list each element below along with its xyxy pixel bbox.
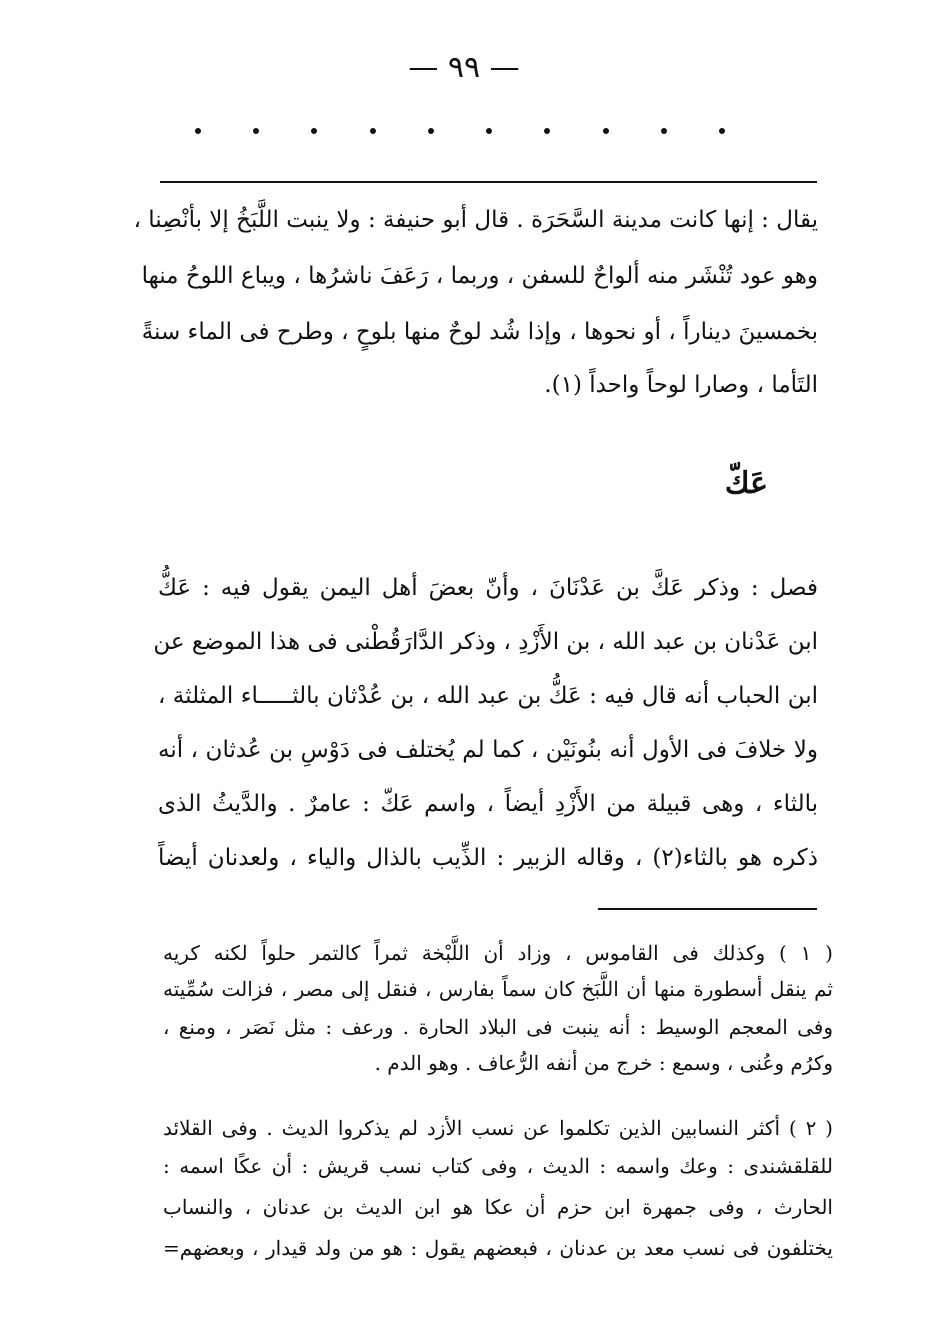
footnote-line: وكرُم وعُنى ، وسمع : خرج من أنفه الرُّعاف . وهو الدم . bbox=[374, 1051, 833, 1075]
page-number: — ٩٩ — bbox=[408, 50, 520, 85]
footnote-line: يختلفون فى نسب معد بن عدنان ، فبعضهم يقول : هو من ولد قيدار ، وبعضهم= bbox=[163, 1236, 833, 1260]
body-line: ذكره هو بالثاء(٢) ، وقاله الزبير : الذِّيب بالذال والياء ، ولعدنان أيضاً bbox=[158, 845, 818, 871]
dot bbox=[603, 128, 609, 134]
dot bbox=[370, 128, 376, 134]
body-line: ولا خلافَ فى الأول أنه بنُونَيْن ، كما لم يُختلف فى دَوْسِ بن عُدثان ، أنه bbox=[158, 737, 818, 763]
body-line: فصل : وذكر عَكَّ بن عَدْنَانَ ، وأنّ بعضَ أهل اليمن يقول فيه : عَكُّ bbox=[158, 575, 818, 601]
dot bbox=[195, 128, 201, 134]
body-line: ابن عَدْنان بن عبد الله ، بن الأَزْدِ ، وذكر الدَّارَقُطْنى فى هذا الموضع عن bbox=[153, 629, 818, 655]
body-line: ابن الحباب أنه قال فيه : عَكُّ بن عبد الله ، بن عُدْثان بالثـــــاء المثلثة ، bbox=[158, 683, 818, 709]
section-heading: عَكّ bbox=[724, 466, 768, 501]
body-line: بالثاء ، وهى قبيلة من الأَزْدِ أيضاً ، واسم عَكّ : عامرٌ . والدَّيثُ الذى bbox=[158, 791, 818, 817]
dot bbox=[253, 128, 259, 134]
footnote-line: ثم ينقل أسطورة منها أن اللَّبَخ كان سماً بفارس ، فنقل إلى مصر ، فزالت سُمِّيته bbox=[163, 977, 833, 1001]
dot bbox=[311, 128, 317, 134]
top-divider bbox=[160, 181, 817, 183]
body-line: بخمسينَ ديناراً ، أو نحوها ، وإذا شُد لوحٌ منها بلوحٍ ، وطرح فى الماء سنةً bbox=[141, 319, 818, 345]
footnote-line: الحارث ، وفى جمهرة ابن حزم أن عكا هو ابن الديث بن عدنان ، والنساب bbox=[163, 1195, 833, 1219]
dot bbox=[661, 128, 667, 134]
footnote-line: وفى المعجم الوسيط : أنه ينبت فى البلاد الحارة . ورعف : مثل نَصَر ، ومنع ، bbox=[163, 1015, 833, 1039]
dot bbox=[544, 128, 550, 134]
dot bbox=[428, 128, 434, 134]
body-line: وهو عود تُنْشَر منه ألواحٌ للسفن ، وربما ، رَعَفَ ناشرُها ، ويباع اللوحُ منها bbox=[141, 263, 818, 289]
footnote-line: للقلقشندى : وعك واسمه : الديث ، وفى كتاب نسب قريش : أن عكًا اسمه : bbox=[163, 1154, 833, 1178]
footnote-line: ( ١ ) وكذلك فى القاموس ، وزاد أن اللَّبْخة ثمراً كالتمر حلواً لكنه كريه bbox=[163, 941, 833, 965]
footnote-divider bbox=[598, 908, 817, 910]
body-line: يقال : إنها كانت مدينة السَّحَرَة . قال أبو حنيفة : ولا ينبت اللَّبَخُ إلا بأنْصِنا ، bbox=[133, 207, 818, 233]
dot bbox=[719, 128, 725, 134]
ornament-dots bbox=[195, 128, 725, 134]
footnote-line: ( ٢ ) أكثر النسابين الذين تكلموا عن نسب الأزد لم يذكروا الديث . وفى القلائد bbox=[163, 1116, 833, 1140]
body-line: التَأما ، وصارا لوحاً واحداً (١). bbox=[544, 372, 818, 398]
dot bbox=[486, 128, 492, 134]
